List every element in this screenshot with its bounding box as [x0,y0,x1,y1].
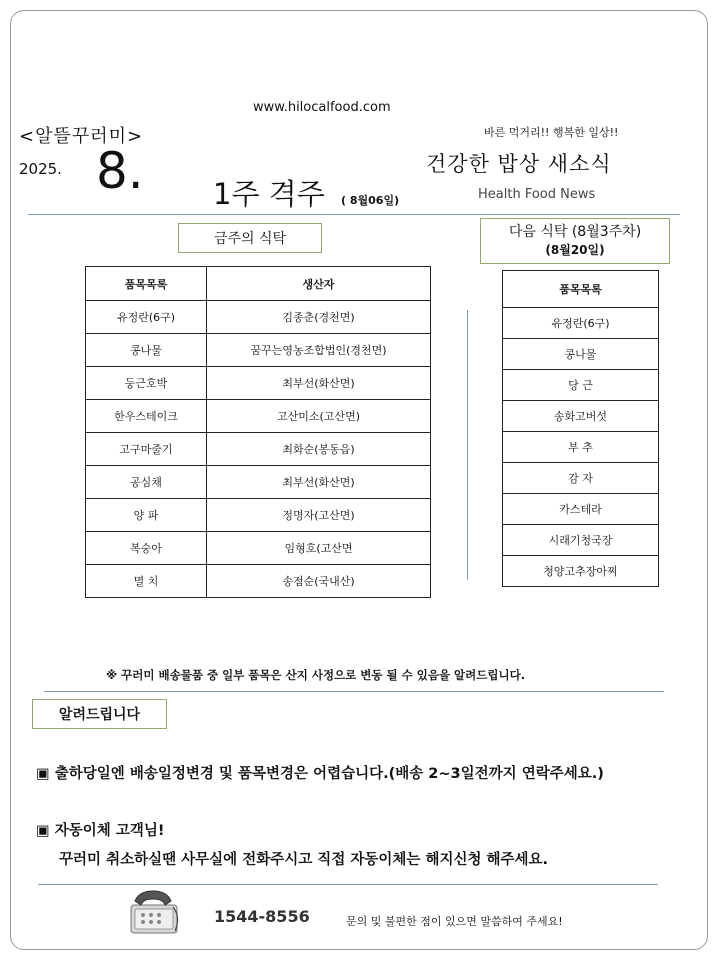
table-row [503,339,659,370]
table-row [86,532,431,565]
this-week-label: 금주의 식탁 [178,223,322,253]
next-week-date: (8월20일) [545,243,605,257]
item-cell: 콩나물 [86,334,207,367]
column-divider [467,310,468,580]
producer-cell: 최부선(화산면) [207,367,431,400]
next-week-label-box [480,218,670,264]
slogan: 바른 먹거리!! 행복한 일상!! [484,126,619,139]
table-row [503,525,659,556]
item-cell: 카스테라 [503,494,659,525]
producer-cell: 정명자(고산면) [207,499,431,532]
item-cell: 유정란(6구) [503,308,659,339]
notice-divider [44,691,664,692]
telephone-icon [129,887,183,937]
column-header-producer: 생산자 [207,267,431,301]
week-date: ( 8월06일) [341,194,400,207]
table-row [503,308,659,339]
month-number: 8. [96,142,144,200]
table-row [503,494,659,525]
table-row [503,401,659,432]
footer-divider [38,884,658,885]
announcement-item-schedule: ▣ 출하당일엔 배송일정변경 및 품목변경은 어렵습니다.(배송 2~3일전까지 연락주세요.) [36,766,604,782]
column-header-item: 품목목록 [503,271,659,308]
item-cell: 한우스테이크 [86,400,207,433]
next-week-table [502,270,659,587]
phone-number[interactable]: 1544-8556 [214,907,310,926]
table-row [503,370,659,401]
item-cell: 감 자 [503,463,659,494]
table-row [86,466,431,499]
table-row [86,565,431,598]
announcement-label: 알려드립니다 [32,699,167,729]
table-row [86,499,431,532]
this-week-table [85,266,431,598]
producer-cell: 최부선(화산면) [207,466,431,499]
producer-cell: 송점순(국내산) [207,565,431,598]
year-label: 2025. [19,160,62,178]
item-cell: 양 파 [86,499,207,532]
producer-cell: 임형호(고산면 [207,532,431,565]
announcement-item-autopay-title: ▣ 자동이체 고객님! [36,823,165,839]
item-cell: 유정란(6구) [86,301,207,334]
item-cell: 복숭아 [86,532,207,565]
item-cell: 고구마줄기 [86,433,207,466]
producer-cell: 최화순(봉동읍) [207,433,431,466]
item-cell: 공심채 [86,466,207,499]
next-week-label: 다음 식탁 (8월3주차) [508,224,642,240]
producer-cell: 꿈꾸는영농조합법인(경천면) [207,334,431,367]
header-divider [28,214,680,215]
announcement-item-autopay-detail: 꾸러미 취소하실땐 사무실에 전화주시고 직접 자동이체는 해지신청 해주세요. [59,852,549,868]
producer-cell: 김종춘(경천면) [207,301,431,334]
website-url[interactable]: www.hilocalfood.com [253,100,391,115]
brand-name: <알뜰꾸러미> [19,126,144,147]
table-row [86,433,431,466]
footer-note: 문의 및 불편한 점이 있으면 말씀하여 주세요! [346,915,563,928]
table-header-row [86,267,431,301]
item-cell: 콩나물 [503,339,659,370]
column-header-item: 품목목록 [86,267,207,301]
headline: 건강한 밥상 새소식 [426,152,612,176]
table-row [86,400,431,433]
item-cell: 둥근호박 [86,367,207,400]
item-cell: 시래기청국장 [503,525,659,556]
item-cell: 당 근 [503,370,659,401]
item-cell: 멸 치 [86,565,207,598]
table-row [86,367,431,400]
week-title: 1주 격주 [213,177,325,211]
item-cell: 청양고추장아찌 [503,556,659,587]
item-cell: 부 추 [503,432,659,463]
table-row [86,334,431,367]
table-row [503,432,659,463]
table-row [503,463,659,494]
item-cell: 송화고버섯 [503,401,659,432]
table-header-row [503,271,659,308]
substitution-notice: ※ 꾸러미 배송물품 중 일부 품목은 산지 사정으로 변동 될 수 있음을 알려드립니다. [106,668,526,682]
table-row [86,301,431,334]
subheadline: Health Food News [478,187,596,202]
producer-cell: 고산미소(고산면) [207,400,431,433]
table-row [503,556,659,587]
